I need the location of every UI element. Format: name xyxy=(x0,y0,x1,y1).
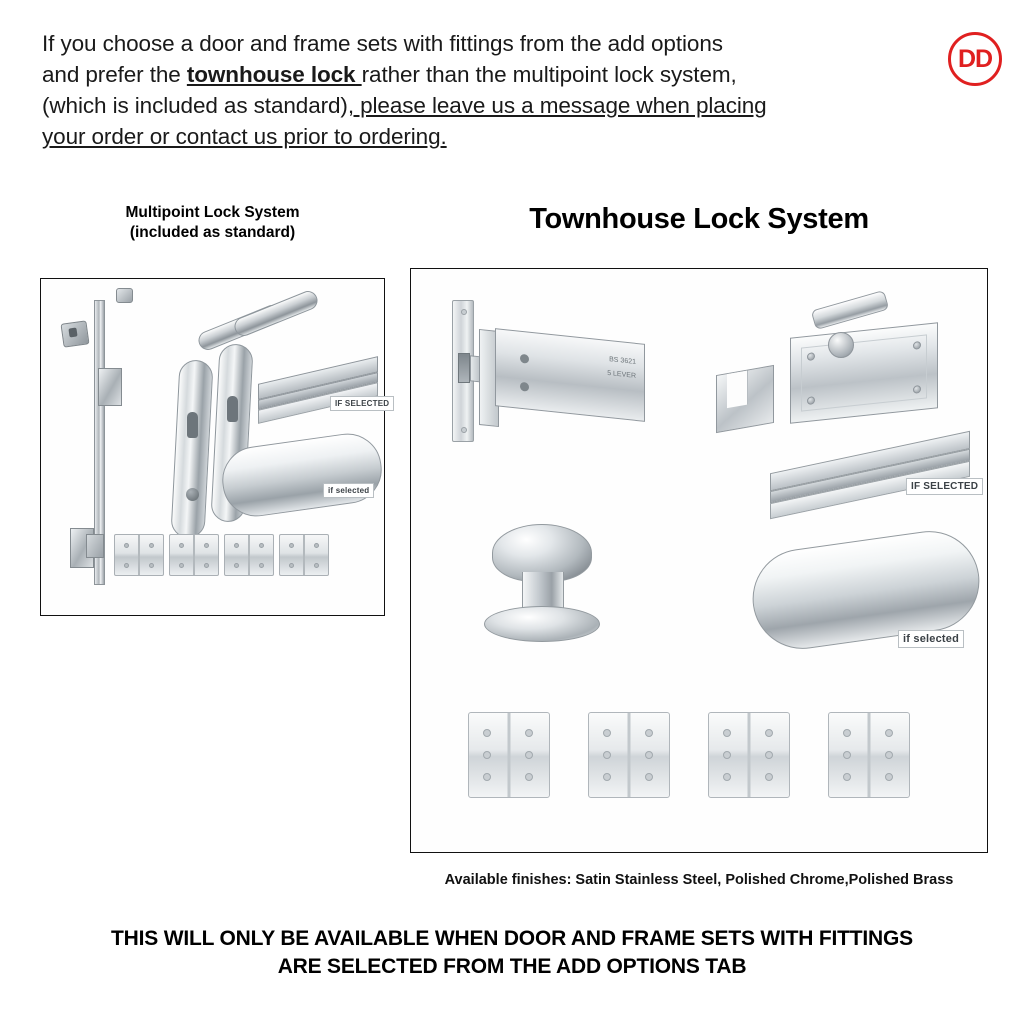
intro-line-1: If you choose a door and frame sets with fittings from the add options xyxy=(42,31,723,56)
hinge-screw-hole xyxy=(483,773,491,781)
multipoint-top-shootbolt-icon xyxy=(116,288,133,303)
townhouse-night-latch-hub-icon xyxy=(828,332,854,358)
multipoint-hinge-4-icon xyxy=(279,534,329,576)
footer-note xyxy=(0,925,1024,981)
multipoint-hinge-2-icon xyxy=(169,534,219,576)
hinge-screw-hole xyxy=(204,543,209,548)
townhouse-threshold-tag: IF SELECTED xyxy=(906,478,983,495)
townhouse-letter-plate-tag: if selected xyxy=(898,630,964,648)
hinge-seam xyxy=(748,713,751,797)
hinge-seam xyxy=(868,713,871,797)
hinge-screw-hole xyxy=(234,563,239,568)
hinge-screw-hole xyxy=(765,751,773,759)
townhouse-hinge-3-icon xyxy=(708,712,790,798)
lock-body-label-2: 5 LEVER xyxy=(607,369,636,380)
hinge-screw-hole xyxy=(645,773,653,781)
hinge-seam xyxy=(628,713,631,797)
available-finishes-text: Available finishes: Satin Stainless Steel, Polished Chrome,Polished Brass xyxy=(444,872,954,888)
dd-logo-icon xyxy=(948,32,1002,86)
hinge-screw-hole xyxy=(149,563,154,568)
intro-line-3-tail: , please leave us a message when placing xyxy=(347,93,767,118)
hinge-screw-hole xyxy=(885,773,893,781)
hinge-screw-hole xyxy=(885,729,893,737)
hinge-seam xyxy=(303,535,305,575)
hinge-screw-hole xyxy=(525,773,533,781)
hinge-screw-hole xyxy=(603,773,611,781)
townhouse-hinge-1-icon xyxy=(468,712,550,798)
lock-body-spindle-hole xyxy=(520,354,529,364)
hinge-screw-hole xyxy=(603,729,611,737)
faceplate-bolt-slot xyxy=(458,353,470,383)
hinge-screw-hole xyxy=(885,751,893,759)
intro-line-4: your order or contact us prior to ordering. xyxy=(42,124,447,149)
hinge-screw-hole xyxy=(723,729,731,737)
multipoint-threshold-tag: IF SELECTED xyxy=(330,396,394,411)
intro-paragraph xyxy=(42,28,902,152)
hinge-screw-hole xyxy=(645,751,653,759)
hinge-screw-hole xyxy=(289,543,294,548)
townhouse-hinge-4-icon xyxy=(828,712,910,798)
townhouse-lock-emphasis: townhouse lock xyxy=(186,62,356,87)
hinge-screw-hole xyxy=(234,543,239,548)
multipoint-plate-screw-back-icon xyxy=(186,488,199,501)
multipoint-hinge-1-icon xyxy=(114,534,164,576)
dd-logo-text: DD xyxy=(957,44,993,73)
hinge-screw-hole xyxy=(723,751,731,759)
multipoint-keyhole-back-icon xyxy=(187,412,198,438)
multipoint-hinge-3-icon xyxy=(224,534,274,576)
hinge-screw-hole xyxy=(843,773,851,781)
faceplate-screw-hole xyxy=(461,309,467,315)
hinge-screw-hole xyxy=(723,773,731,781)
hinge-screw-hole xyxy=(314,563,319,568)
hinge-seam xyxy=(138,535,140,575)
hinge-screw-hole xyxy=(483,729,491,737)
hinge-seam xyxy=(508,713,511,797)
hinge-screw-hole xyxy=(843,729,851,737)
multipoint-lower-box-detail-icon xyxy=(86,534,104,558)
hinge-screw-hole xyxy=(603,751,611,759)
hinge-screw-hole xyxy=(525,751,533,759)
townhouse-night-latch-icon xyxy=(790,322,938,424)
hinge-screw-hole xyxy=(483,751,491,759)
hinge-screw-hole xyxy=(124,563,129,568)
hinge-screw-hole xyxy=(765,729,773,737)
hinge-screw-hole xyxy=(645,729,653,737)
multipoint-caption-line2: (included as standard) xyxy=(129,224,296,241)
hinge-screw-hole xyxy=(259,563,264,568)
multipoint-keyhole-front-icon xyxy=(227,396,238,422)
multipoint-letter-plate-tag: if selected xyxy=(323,483,374,498)
lock-body-key-hole xyxy=(520,382,529,392)
hinge-screw-hole xyxy=(149,543,154,548)
hinge-screw-hole xyxy=(525,729,533,737)
townhouse-mortice-lock-body-icon xyxy=(495,328,645,422)
townhouse-keep-box-icon xyxy=(716,365,774,433)
footer-line-2: ARE SELECTED FROM THE ADD OPTIONS TAB xyxy=(277,955,747,978)
multipoint-keep-hole-icon xyxy=(68,327,77,337)
footer-line-1: THIS WILL ONLY BE AVAILABLE WHEN DOOR AND FRAME SETS WITH FITTINGS xyxy=(111,927,913,950)
faceplate-screw-hole xyxy=(461,427,467,433)
hinge-screw-hole xyxy=(259,543,264,548)
townhouse-hinge-2-icon xyxy=(588,712,670,798)
townhouse-knob-rose-icon xyxy=(484,606,600,642)
multipoint-gearbox-icon xyxy=(98,368,122,406)
intro-line-2-tail: rather than the multipoint lock system, xyxy=(361,62,737,87)
keep-box-cutout xyxy=(727,370,748,408)
hinge-seam xyxy=(193,535,195,575)
hinge-screw-hole xyxy=(289,563,294,568)
hinge-screw-hole xyxy=(179,543,184,548)
lock-body-label-1: BS 3621 xyxy=(609,356,636,366)
hinge-screw-hole xyxy=(765,773,773,781)
multipoint-caption-line1: Multipoint Lock System xyxy=(125,204,300,221)
hinge-screw-hole xyxy=(843,751,851,759)
intro-line-2-lead: and prefer the xyxy=(42,62,187,87)
hinge-screw-hole xyxy=(204,563,209,568)
night-latch-face-inset xyxy=(801,334,927,411)
hinge-screw-hole xyxy=(314,543,319,548)
hinge-seam xyxy=(248,535,250,575)
intro-line-3-lead: (which is included as standard) xyxy=(42,93,348,118)
hinge-screw-hole xyxy=(124,543,129,548)
multipoint-caption xyxy=(40,203,385,243)
townhouse-caption: Townhouse Lock System xyxy=(529,203,869,235)
hinge-screw-hole xyxy=(179,563,184,568)
